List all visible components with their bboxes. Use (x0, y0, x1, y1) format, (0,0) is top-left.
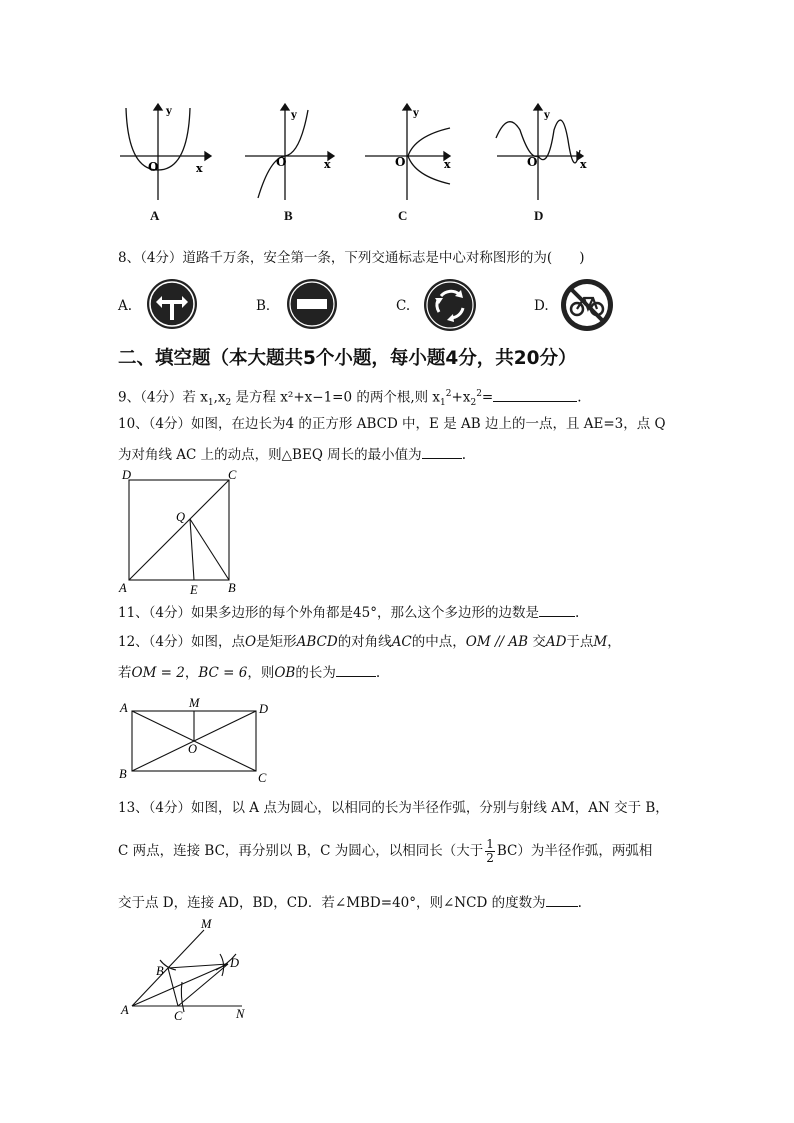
q13-label-c: C (174, 1009, 183, 1023)
q13-l2a: C 两点，连接 BC，再分别以 B，C 为圆心，以相同长（大于 (118, 843, 484, 859)
q12-label-o: O (188, 742, 198, 756)
q13-l2b: BC）为半径作弧，两弧相 (496, 843, 653, 859)
q13-line3 (118, 892, 582, 913)
q13-label-m: M (201, 917, 212, 931)
q13-label-b: B (156, 964, 164, 978)
graph-b (245, 104, 334, 200)
q9-text: 9、（4分）若 $x_1,x_2$ 是方程 x²+x−1=0 的两个根,则 $x_1^2+x_2^2=$ . (118, 384, 582, 413)
q8-option-a: A. (118, 298, 133, 314)
graph-b-y-label: y (291, 110, 297, 121)
q12-l2c: ，则 (247, 665, 275, 681)
section-2-title: 二、填空题（本大题共5个小题，每小题4分，共20分） (118, 348, 577, 369)
q13-label-a: A (121, 1003, 129, 1017)
graph-a-y-label: y (166, 106, 172, 117)
q12-label-c: C (258, 771, 267, 785)
graph-c-origin: O (395, 155, 406, 169)
q11-end: . (574, 605, 580, 621)
q12-math-ad: AD (545, 634, 567, 650)
graph-a-x-label: x (196, 162, 203, 175)
q9-answer-blank[interactable] (493, 387, 577, 402)
q13-line1: 13、（4分）如图，以 A 点为圆心，以相同的长为半径作弧，分别与射线 AM，AN 交于 B， (118, 800, 669, 816)
q12-l2a: 若 (118, 665, 132, 681)
no-entry-sign-icon (286, 278, 338, 330)
q10-answer-blank[interactable] (422, 444, 462, 459)
q11-answer-blank[interactable] (539, 602, 575, 617)
q9-equation: 是方程 x²+x−1=0 的两个根,则 x (235, 389, 441, 406)
q12-math-ac: AC (391, 634, 412, 650)
graph-a-label: A (150, 208, 160, 223)
q12-line1: 12、（4分）如图，点O是矩形ABCD的对角线AC的中点，OM // AB 交AD于点M， (118, 634, 621, 650)
q12-l2d: 的长为 (295, 665, 336, 681)
q11-text (118, 602, 579, 623)
q10-label-q: Q (176, 510, 186, 524)
graph-b-label: B (284, 208, 293, 223)
q10-label-a: A (119, 581, 127, 595)
graph-c-label: C (398, 208, 408, 223)
q12-l1f: 于点 (566, 634, 594, 650)
graph-a-origin: O (148, 160, 159, 174)
graph-a (120, 104, 211, 200)
q10-square-figure (118, 466, 248, 598)
q13-frac-den: 2 (486, 851, 494, 865)
q9-prefix: 9、（4分）若 x (118, 389, 208, 406)
q12-l1e: 交 (532, 634, 546, 650)
q12-end: . (375, 665, 381, 681)
q12-l2b: ， (184, 665, 199, 681)
q12-math-bc6: BC = 6 (198, 665, 248, 681)
q13-label-d: D (230, 956, 240, 970)
q8-option-c: C. (396, 298, 411, 314)
q12-math-abcd: ABCD (296, 634, 338, 650)
q12-math-o: O (245, 634, 257, 650)
q13-construction-figure (118, 916, 258, 1026)
turn-left-right-sign-icon (146, 278, 198, 330)
no-bicycles-sign-icon (560, 278, 614, 332)
q10-line2 (118, 444, 466, 465)
graph-d-y-label: y (544, 110, 550, 121)
q12-rectangle-figure (116, 694, 276, 786)
q12-l1c: 的对角线 (337, 634, 392, 650)
q12-math-ob: OB (274, 665, 296, 681)
q10-line2-text: 为对角线 AC 上的动点，则△BEQ 周长的最小值为 (118, 447, 422, 463)
q13-l3: 交于点 D，连接 AD，BD，CD．若∠MBD=40°，则∠NCD 的度数为 (118, 895, 546, 911)
q12-label-d: D (259, 702, 269, 716)
q10-end: . (461, 447, 466, 463)
q12-math-m: M (593, 634, 608, 650)
q10-line1: 10、（4分）如图，在边长为4 的正方形 ABCD 中，E 是 AB 边上的一点，且 AE=3，点 Q (118, 416, 666, 432)
graph-d (496, 104, 583, 200)
q9-tail: = (481, 389, 494, 406)
q12-answer-blank[interactable] (336, 662, 376, 677)
q12-label-a: A (120, 701, 128, 715)
q8-text: 8、（4分）道路千万条，安全第一条，下列交通标志是中心对称图形的为( ) (118, 250, 585, 266)
q13-end: . (577, 895, 582, 911)
graph-b-x-label: x (324, 158, 331, 171)
q11-body: 11、（4分）如果多边形的每个外角都是45°，那么这个多边形的边数是 (118, 605, 539, 621)
graph-c-y-label: y (413, 108, 419, 119)
q12-line2 (118, 662, 380, 683)
graph-c (365, 104, 450, 200)
q12-l1d: 的中点， (411, 634, 466, 650)
q8-option-d: D. (534, 298, 549, 314)
q10-label-b: B (228, 581, 236, 595)
q7-graphs (110, 100, 630, 225)
q12-l1b: 是矩形 (256, 634, 297, 650)
q12-label-b: B (119, 767, 127, 781)
graph-d-origin: O (527, 155, 538, 169)
graph-c-x-label: x (444, 158, 451, 171)
graph-d-x-label: x (580, 158, 587, 171)
q12-math-om2: OM = 2 (131, 665, 185, 681)
q10-label-d: D (122, 468, 132, 482)
roundabout-sign-icon (423, 278, 477, 332)
q13-line2 (118, 838, 652, 865)
q12-l1a: 12、（4分）如图，点 (118, 634, 246, 650)
q12-math-omab: OM // AB (465, 634, 529, 650)
q13-frac-num: 1 (486, 837, 494, 851)
q12-label-m: M (189, 696, 200, 710)
graph-d-label: D (534, 208, 544, 223)
graph-b-origin: O (276, 155, 287, 169)
q8-option-b: B． (256, 298, 280, 314)
q13-answer-blank[interactable] (546, 892, 578, 907)
q13-label-n: N (236, 1007, 245, 1021)
q10-label-e: E (190, 583, 198, 597)
q10-label-c: C (228, 468, 237, 482)
q13-fraction (485, 838, 495, 865)
